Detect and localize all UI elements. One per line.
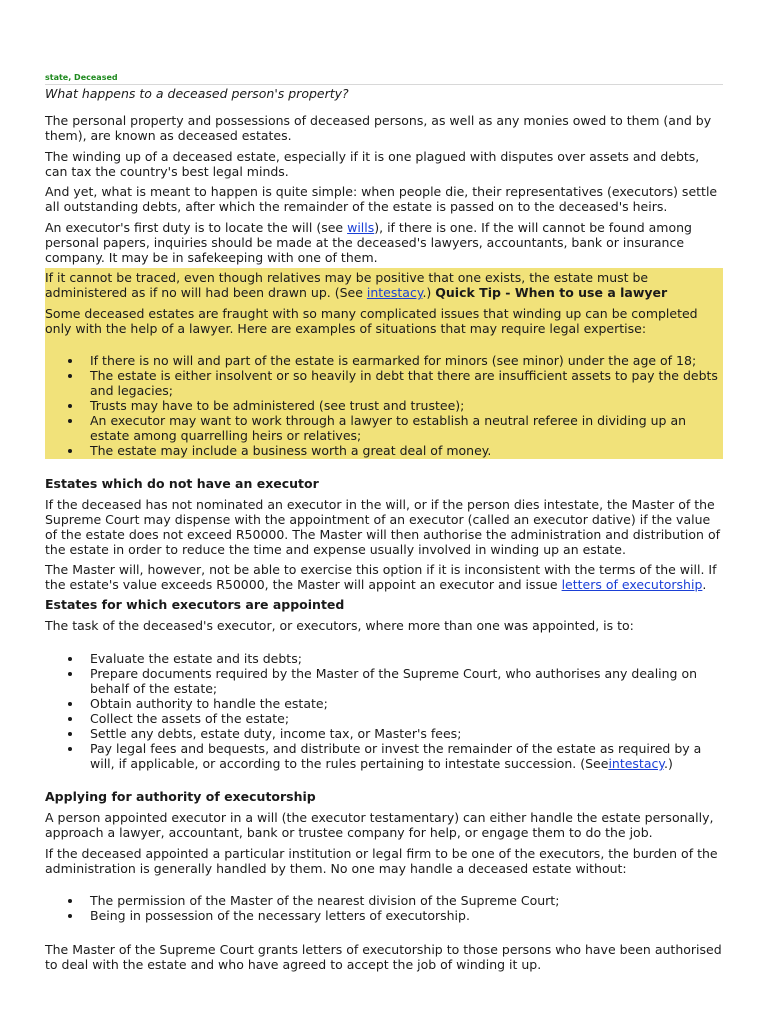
- authority-paragraph-3: The Master of the Supreme Court grants letters of executorship to those persons who have been authorised to deal with the estate and who have agreed to accept the job of winding it up.: [45, 942, 722, 972]
- intro-paragraph-4: [45, 220, 723, 265]
- highlight-paragraph-2: Some deceased estates are fraught with so many complicated issues that winding up can be completed only with the help of a lawyer. Here are examples of situations that may require legal expertise:: [45, 306, 698, 336]
- section-heading-no-executor: Estates which do not have an executor: [45, 476, 319, 491]
- list-item: [45, 741, 723, 771]
- intro-paragraph-3: And yet, what is meant to happen is quite simple: when people die, their representatives (executors) settle all outstanding debts, after which the remainder of the estate is passed on to the deceased's heirs.: [45, 184, 718, 214]
- no-executor-paragraph-2-text-b: .: [702, 577, 707, 592]
- authority-paragraph-1: A person appointed executor in a will (the executor testamentary) can either handle the estate personally, approach a lawyer, accountant, bank or trustee company for help, or engage them to do the job.: [45, 810, 714, 840]
- highlight-paragraph-1-text-a: If it cannot be traced, even though relatives may be positive that one exists, the estate must be administered as if no will had been drawn up. (See: [45, 270, 649, 300]
- intestacy-link[interactable]: intestacy: [366, 285, 423, 300]
- list-item: If there is no will and part of the estate is earmarked for minors (see minor) under the age of 18;: [45, 353, 723, 368]
- list-item-text-b: .): [664, 756, 673, 771]
- category-tag: state, Deceased: [45, 73, 118, 82]
- no-executor-paragraph-1: If the deceased has not nominated an executor in the will, or if the person dies intestate, the Master of the Supreme Court may dispense with the appointment of an executor (called an executor dative) if the value of the estate does not exceed R50000. The Master will then authorise the administration and distribution of the estate in order to reduce the time and expense usually involved in winding up an estate.: [45, 497, 720, 557]
- lawyer-situations-list: [45, 353, 723, 458]
- list-item: Trusts may have to be administered (see trust and trustee);: [45, 398, 723, 413]
- list-item: The estate is either insolvent or so heavily in debt that there are insufficient assets to pay the debts and legacies;: [45, 368, 723, 398]
- intestacy-link-2[interactable]: intestacy: [608, 756, 664, 771]
- divider: [45, 84, 723, 85]
- list-item: Obtain authority to handle the estate;: [45, 696, 723, 711]
- list-item: An executor may want to work through a lawyer to establish a neutral referee in dividing up an estate among quarrelling heirs or relatives;: [45, 413, 723, 443]
- letters-of-executorship-link[interactable]: letters of executorship: [561, 577, 703, 592]
- intro-paragraph-4-text-a: An executor's first duty is to locate the will (see: [45, 220, 348, 235]
- quick-tip-heading: Quick Tip - When to use a lawyer: [435, 285, 668, 300]
- page-question: What happens to a deceased person's property?: [45, 86, 349, 101]
- intro-paragraph-4-text-b: ), if there is one. If the will cannot be found among personal papers, inquiries should be made at the deceased's lawyers, accountants, bank or insurance company. It may be in safekeeping with one of them.: [45, 220, 692, 265]
- wills-link[interactable]: wills: [347, 220, 375, 235]
- list-item-text-a: Pay legal fees and bequests, and distribute or invest the remainder of the estate as required by a will, if applicable, or according to the rules pertaining to intestate succession. (See: [90, 741, 702, 771]
- no-executor-paragraph-2-text-a: The Master will, however, not be able to exercise this option if it is inconsistent with the terms of the will. If the estate's value exceeds R50000, the Master will appoint an executor and issue: [45, 562, 717, 592]
- no-executor-paragraph-2: [45, 562, 723, 592]
- intro-paragraph-2: The winding up of a deceased estate, especially if it is one plagued with disputes over assets and debts, can tax the country's best legal minds.: [45, 149, 700, 179]
- list-item: Being in possession of the necessary letters of executorship.: [45, 908, 723, 923]
- section-heading-appointed: Estates for which executors are appointed: [45, 597, 345, 612]
- highlight-paragraph-1-text-b: .): [422, 285, 436, 300]
- list-item: The estate may include a business worth a great deal of money.: [45, 443, 723, 458]
- list-item: Settle any debts, estate duty, income tax, or Master's fees;: [45, 726, 723, 741]
- list-item: Collect the assets of the estate;: [45, 711, 723, 726]
- master-requirements-list: [45, 893, 723, 923]
- intro-paragraph-1: The personal property and possessions of deceased persons, as well as any monies owed to them (and by them), are known as deceased estates.: [45, 113, 712, 143]
- list-item: Evaluate the estate and its debts;: [45, 651, 723, 666]
- highlight-paragraph-1: [45, 270, 723, 300]
- appointed-paragraph-1: The task of the deceased's executor, or executors, where more than one was appointed, is to:: [45, 618, 634, 633]
- section-heading-authority: Applying for authority of executorship: [45, 789, 316, 804]
- authority-paragraph-2: If the deceased appointed a particular institution or legal firm to be one of the executors, the burden of the administration is generally handled by them. No one may handle a deceased estate without:: [45, 846, 718, 876]
- list-item: Prepare documents required by the Master of the Supreme Court, who authorises any dealing on behalf of the estate;: [45, 666, 723, 696]
- list-item: The permission of the Master of the nearest division of the Supreme Court;: [45, 893, 723, 908]
- executor-tasks-list: [45, 651, 723, 771]
